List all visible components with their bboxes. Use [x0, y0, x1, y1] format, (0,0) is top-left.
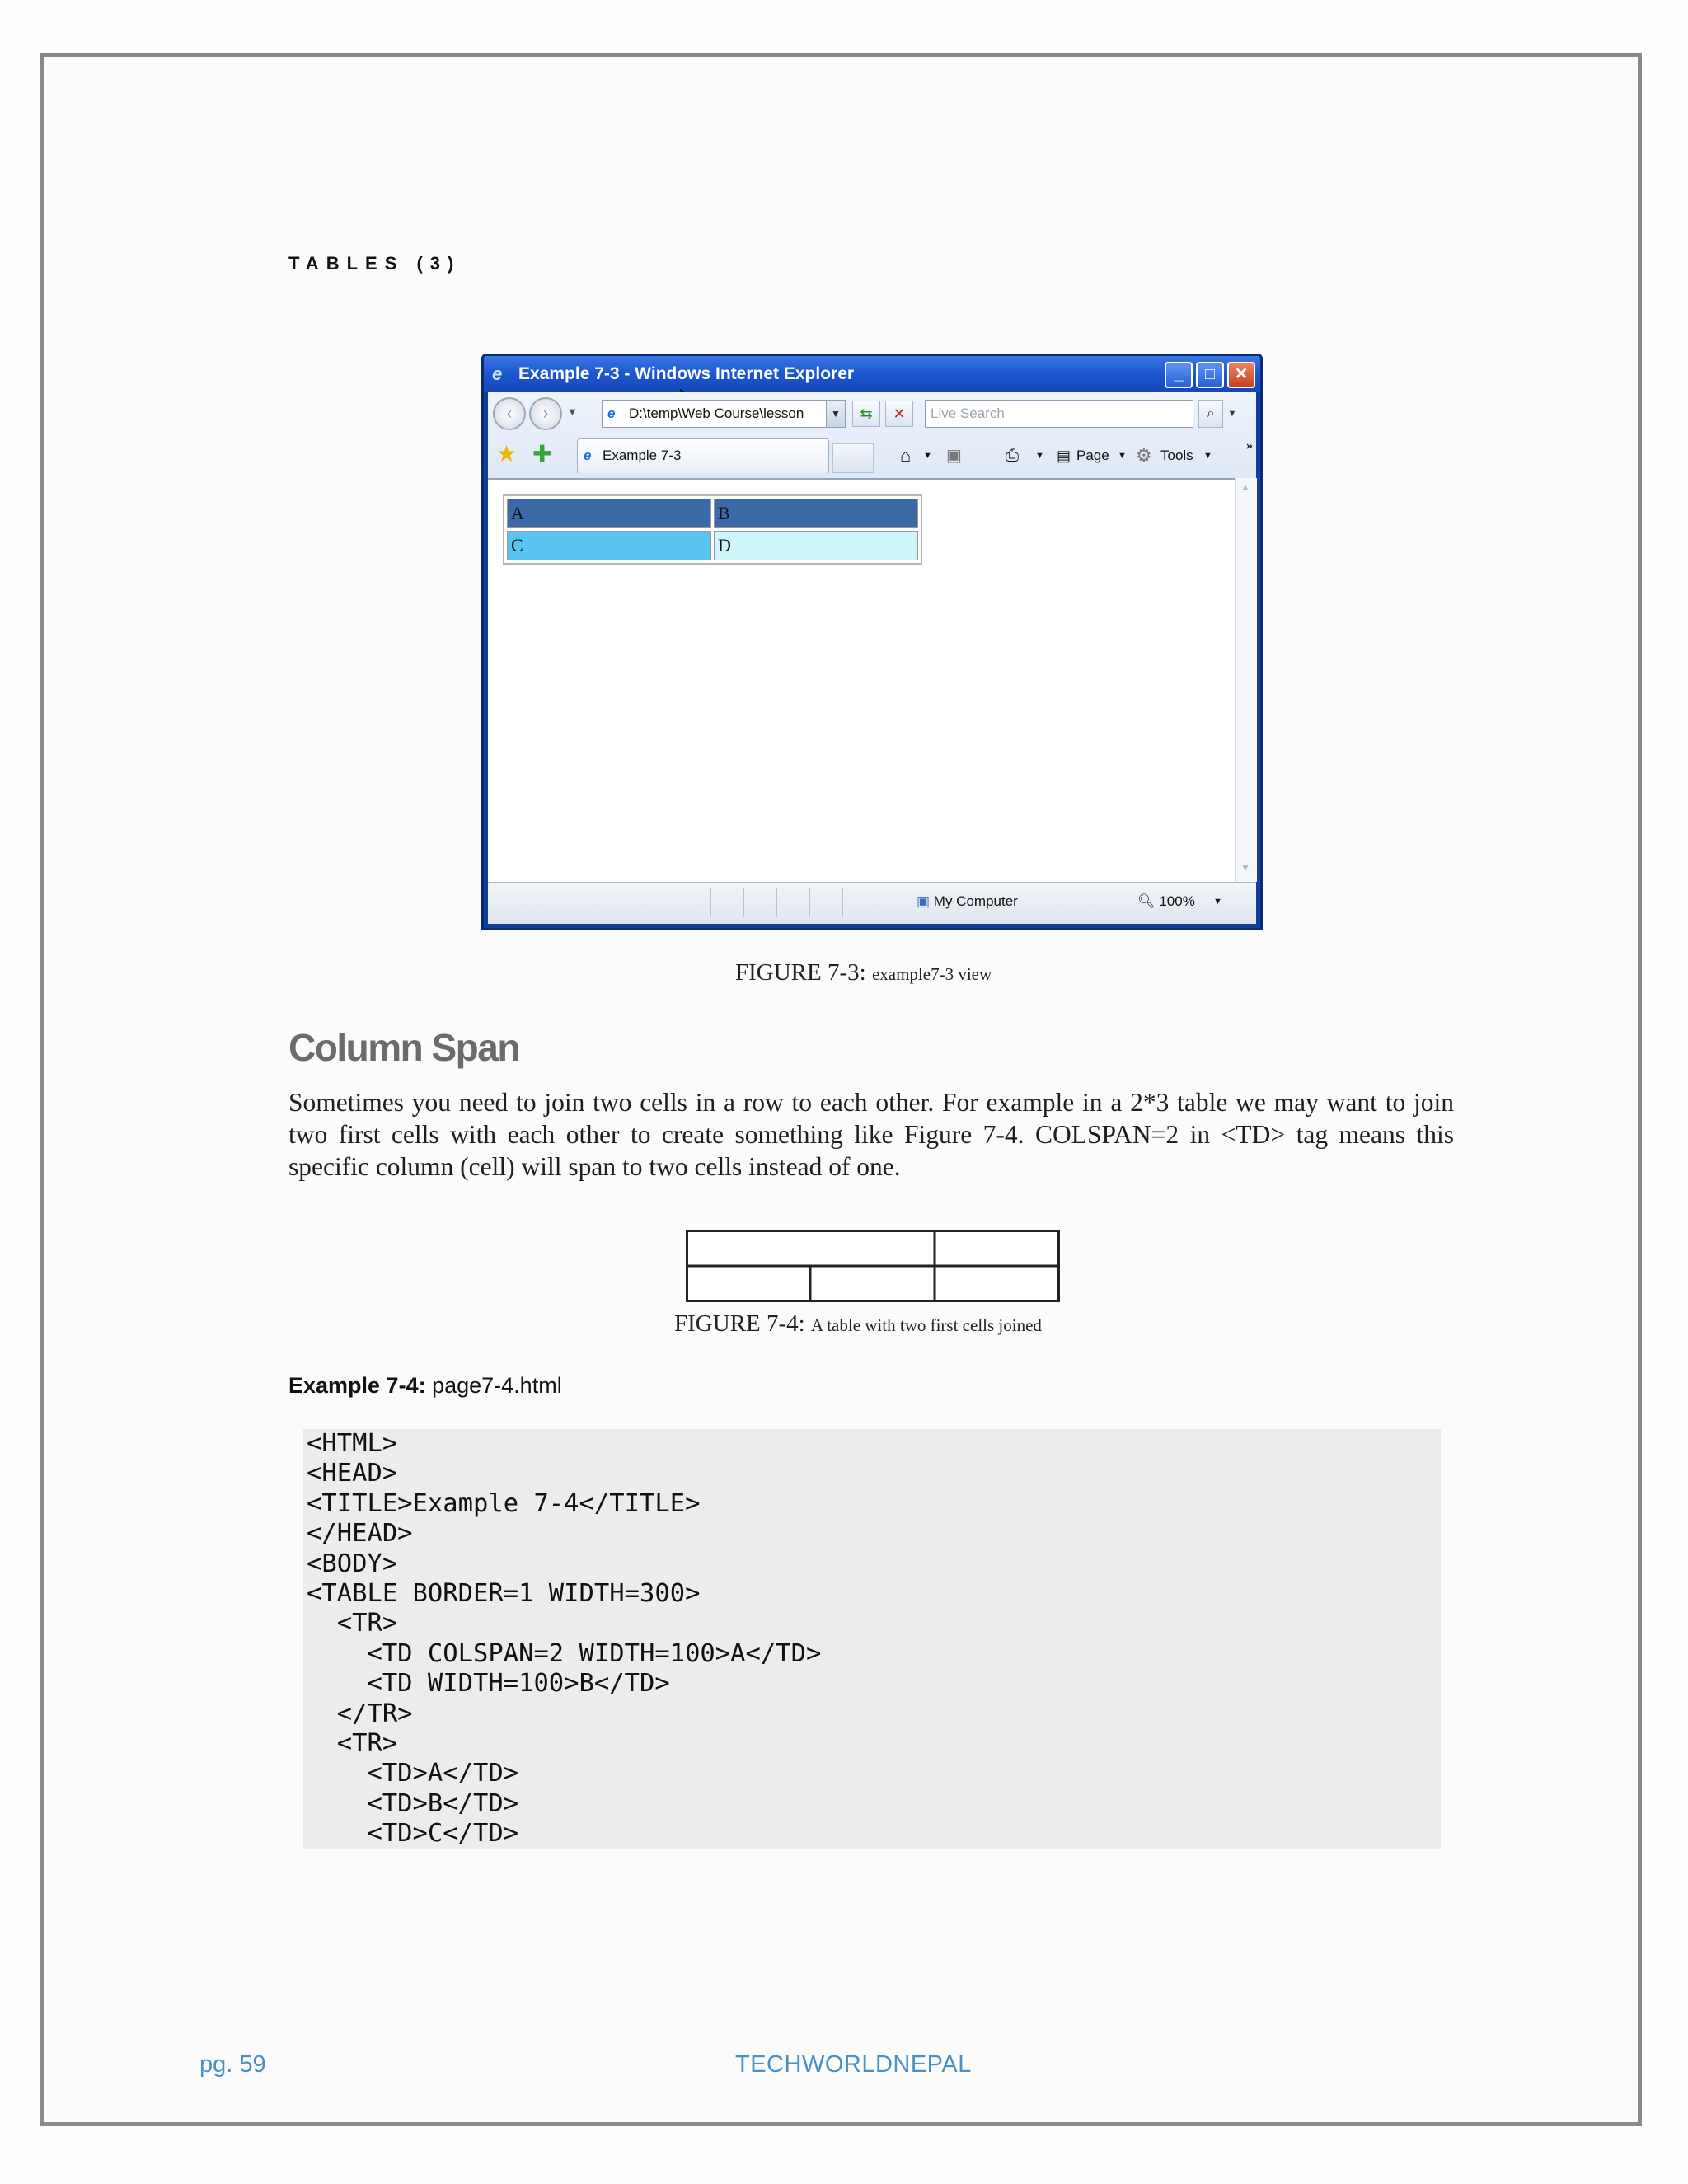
status-divider [809, 888, 810, 917]
code-text: <HTML> <HEAD> <TITLE>Example 7-4</TITLE> </HEAD> <BODY> <TABLE BORDER=1 WIDTH=300> <TR> <TD COLSPAN=2 WIDTH=100>A</TD> <TD WIDTH=100>B</TD> </TR> <TR> <TD>A</TD> <TD>B</TD> <TD>C</TD> [307, 1429, 822, 1849]
home-dropdown-icon[interactable]: ▼ [923, 451, 932, 461]
live-search-input[interactable]: Live Search [925, 400, 1193, 428]
section-heading: Column Span [288, 1026, 519, 1069]
ie-page-content [488, 478, 1235, 883]
favorites-star-icon[interactable]: ★ [496, 442, 518, 467]
status-divider [776, 888, 777, 917]
tab-label: Example 7-3 [603, 448, 682, 463]
example-number: Example 7-4: [288, 1373, 426, 1398]
page-icon: ▤ [1057, 448, 1071, 464]
close-icon[interactable]: ✕ [1227, 362, 1255, 388]
figure-7-3-label: FIGURE 7-3: [735, 959, 866, 986]
body-paragraph: Sometimes you need to join two cells in a row to each other. For example in a 2*3 table we may want to join two first cells with each other to create something like Figure 7-4. COLSPAN=2 in <TD> tag means this specific column (cell) will span to two cells instead of one. [288, 1088, 1454, 1181]
maximize-icon[interactable]: □ [1196, 362, 1224, 388]
vertical-scrollbar[interactable] [1235, 478, 1257, 882]
status-divider [710, 888, 711, 917]
ie-status-bar [488, 882, 1256, 924]
example-label [288, 1373, 562, 1399]
cell-d: D [714, 531, 918, 560]
new-tab-button[interactable] [832, 443, 874, 473]
page-menu[interactable]: Page [1076, 448, 1109, 463]
demo-table [503, 494, 922, 565]
refresh-icon[interactable]: ⇆ [852, 401, 880, 427]
zoom-control[interactable] [1137, 883, 1195, 921]
stop-icon[interactable]: ✕ [885, 401, 913, 427]
ie-tab-icon: e [584, 448, 592, 463]
ie-toolbar [488, 392, 1256, 478]
figure-7-3-caption [735, 959, 992, 987]
address-bar[interactable] [602, 400, 846, 428]
cell-b: B [714, 499, 918, 528]
ie-logo-icon: e [492, 363, 503, 384]
cell-c: C [507, 531, 711, 560]
footer-brand: TECHWORLDNEPAL [735, 2051, 972, 2078]
minimize-icon[interactable]: _ [1165, 362, 1193, 388]
ie-title-bar [484, 356, 1260, 392]
page-number: pg. 59 [199, 2051, 266, 2078]
tab-example-7-3[interactable] [577, 438, 829, 473]
figure-7-4-caption [674, 1310, 1042, 1338]
figure-7-3-text: example7-3 view [871, 964, 992, 984]
example-file: page7-4.html [432, 1373, 562, 1398]
feeds-icon[interactable]: ▣ [946, 447, 962, 465]
gear-icon: ⚙ [1136, 445, 1152, 466]
page-dropdown-icon[interactable]: ▼ [1118, 451, 1127, 461]
search-dropdown-icon[interactable]: ▼ [1227, 409, 1237, 419]
tools-menu[interactable]: Tools [1160, 448, 1193, 463]
status-zone [917, 883, 1018, 921]
add-favorites-icon[interactable]: ✚ [532, 442, 552, 467]
zoom-dropdown-icon[interactable]: ▼ [1213, 897, 1222, 907]
home-icon[interactable]: ⌂ [900, 445, 912, 466]
section-header: TABLES (3) [288, 253, 462, 274]
ie-page-icon: e [607, 405, 616, 421]
status-divider [743, 888, 744, 917]
search-icon[interactable]: ⌕ [1198, 400, 1223, 428]
figure-7-4-text: A table with two first cells joined [810, 1315, 1042, 1335]
table-row [507, 499, 918, 528]
forward-icon[interactable]: › [529, 397, 562, 430]
scroll-up-icon[interactable]: ▲ [1240, 481, 1250, 493]
tools-dropdown-icon[interactable]: ▼ [1203, 451, 1212, 461]
table-row [507, 531, 918, 560]
figure-7-4-label: FIGURE 7-4: [674, 1310, 805, 1337]
scroll-down-icon[interactable]: ▼ [1240, 862, 1250, 874]
ie-window-screenshot [481, 354, 1263, 930]
zoom-icon: 🔍︎ [1137, 893, 1156, 909]
zoom-level: 100% [1159, 893, 1195, 909]
colspan-diagram [686, 1230, 1060, 1302]
back-icon[interactable]: ‹ [493, 397, 526, 430]
ie-window-title: Example 7-3 - Windows Internet Explorer [518, 364, 855, 383]
status-divider [842, 888, 843, 917]
address-text: D:\temp\Web Course\lesson [629, 405, 804, 421]
address-dropdown-icon[interactable]: ▼ [826, 401, 845, 427]
computer-icon: ▣ [917, 893, 931, 909]
history-chevron-icon[interactable]: ▼ [567, 405, 578, 418]
print-dropdown-icon[interactable]: ▼ [1035, 451, 1044, 461]
cell-a: A [507, 499, 711, 528]
code-block [303, 1429, 1441, 1849]
more-chevron-icon[interactable]: » [1246, 438, 1253, 452]
status-zone-label: My Computer [933, 893, 1018, 909]
print-icon[interactable]: ⎙ [1006, 447, 1019, 465]
